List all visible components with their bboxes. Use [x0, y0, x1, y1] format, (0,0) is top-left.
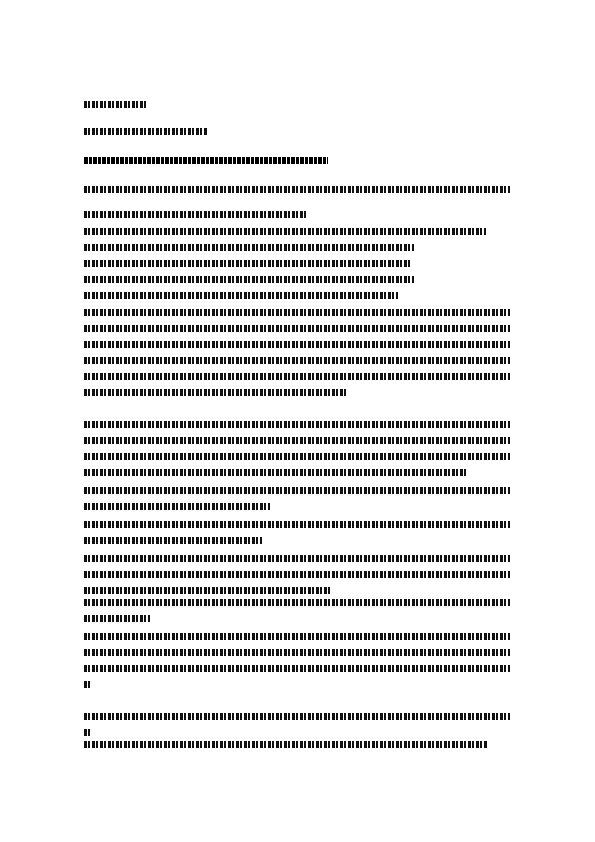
- subject-line: [84, 157, 328, 164]
- paragraph-line: [84, 599, 510, 606]
- paragraph-line: [84, 211, 307, 218]
- paragraph-line: [84, 537, 262, 544]
- paragraph-line: [84, 469, 468, 476]
- paragraph-line: [84, 729, 90, 736]
- paragraph-line: [84, 357, 510, 364]
- paragraph-line: [84, 389, 348, 396]
- paragraph-line: [84, 587, 330, 594]
- paragraph-line: [84, 186, 510, 193]
- paragraph-line: [84, 228, 486, 235]
- paragraph-line: [84, 571, 510, 578]
- paragraph-line: [84, 503, 270, 510]
- paragraph-line: [84, 341, 510, 348]
- top-label: [84, 101, 146, 108]
- paragraph-line: [84, 665, 510, 672]
- paragraph-line: [84, 741, 488, 748]
- paragraph-line: [84, 325, 510, 332]
- paragraph-line: [84, 309, 510, 316]
- paragraph-line: [84, 487, 510, 494]
- paragraph-line: [84, 453, 510, 460]
- paragraph-line: [84, 421, 510, 428]
- paragraph-line: [84, 373, 510, 380]
- paragraph-line: [84, 260, 410, 267]
- paragraph-line: [84, 713, 510, 720]
- date-line: [84, 128, 208, 135]
- paragraph-line: [84, 555, 510, 562]
- paragraph-line: [84, 615, 150, 622]
- paragraph-line: [84, 521, 510, 528]
- paragraph-line: [84, 244, 414, 251]
- paragraph-line: [84, 437, 510, 444]
- paragraph-line: [84, 292, 398, 299]
- paragraph-line: [84, 276, 414, 283]
- paragraph-line: [84, 633, 510, 640]
- paragraph-line: [84, 681, 92, 688]
- paragraph-line: [84, 649, 510, 656]
